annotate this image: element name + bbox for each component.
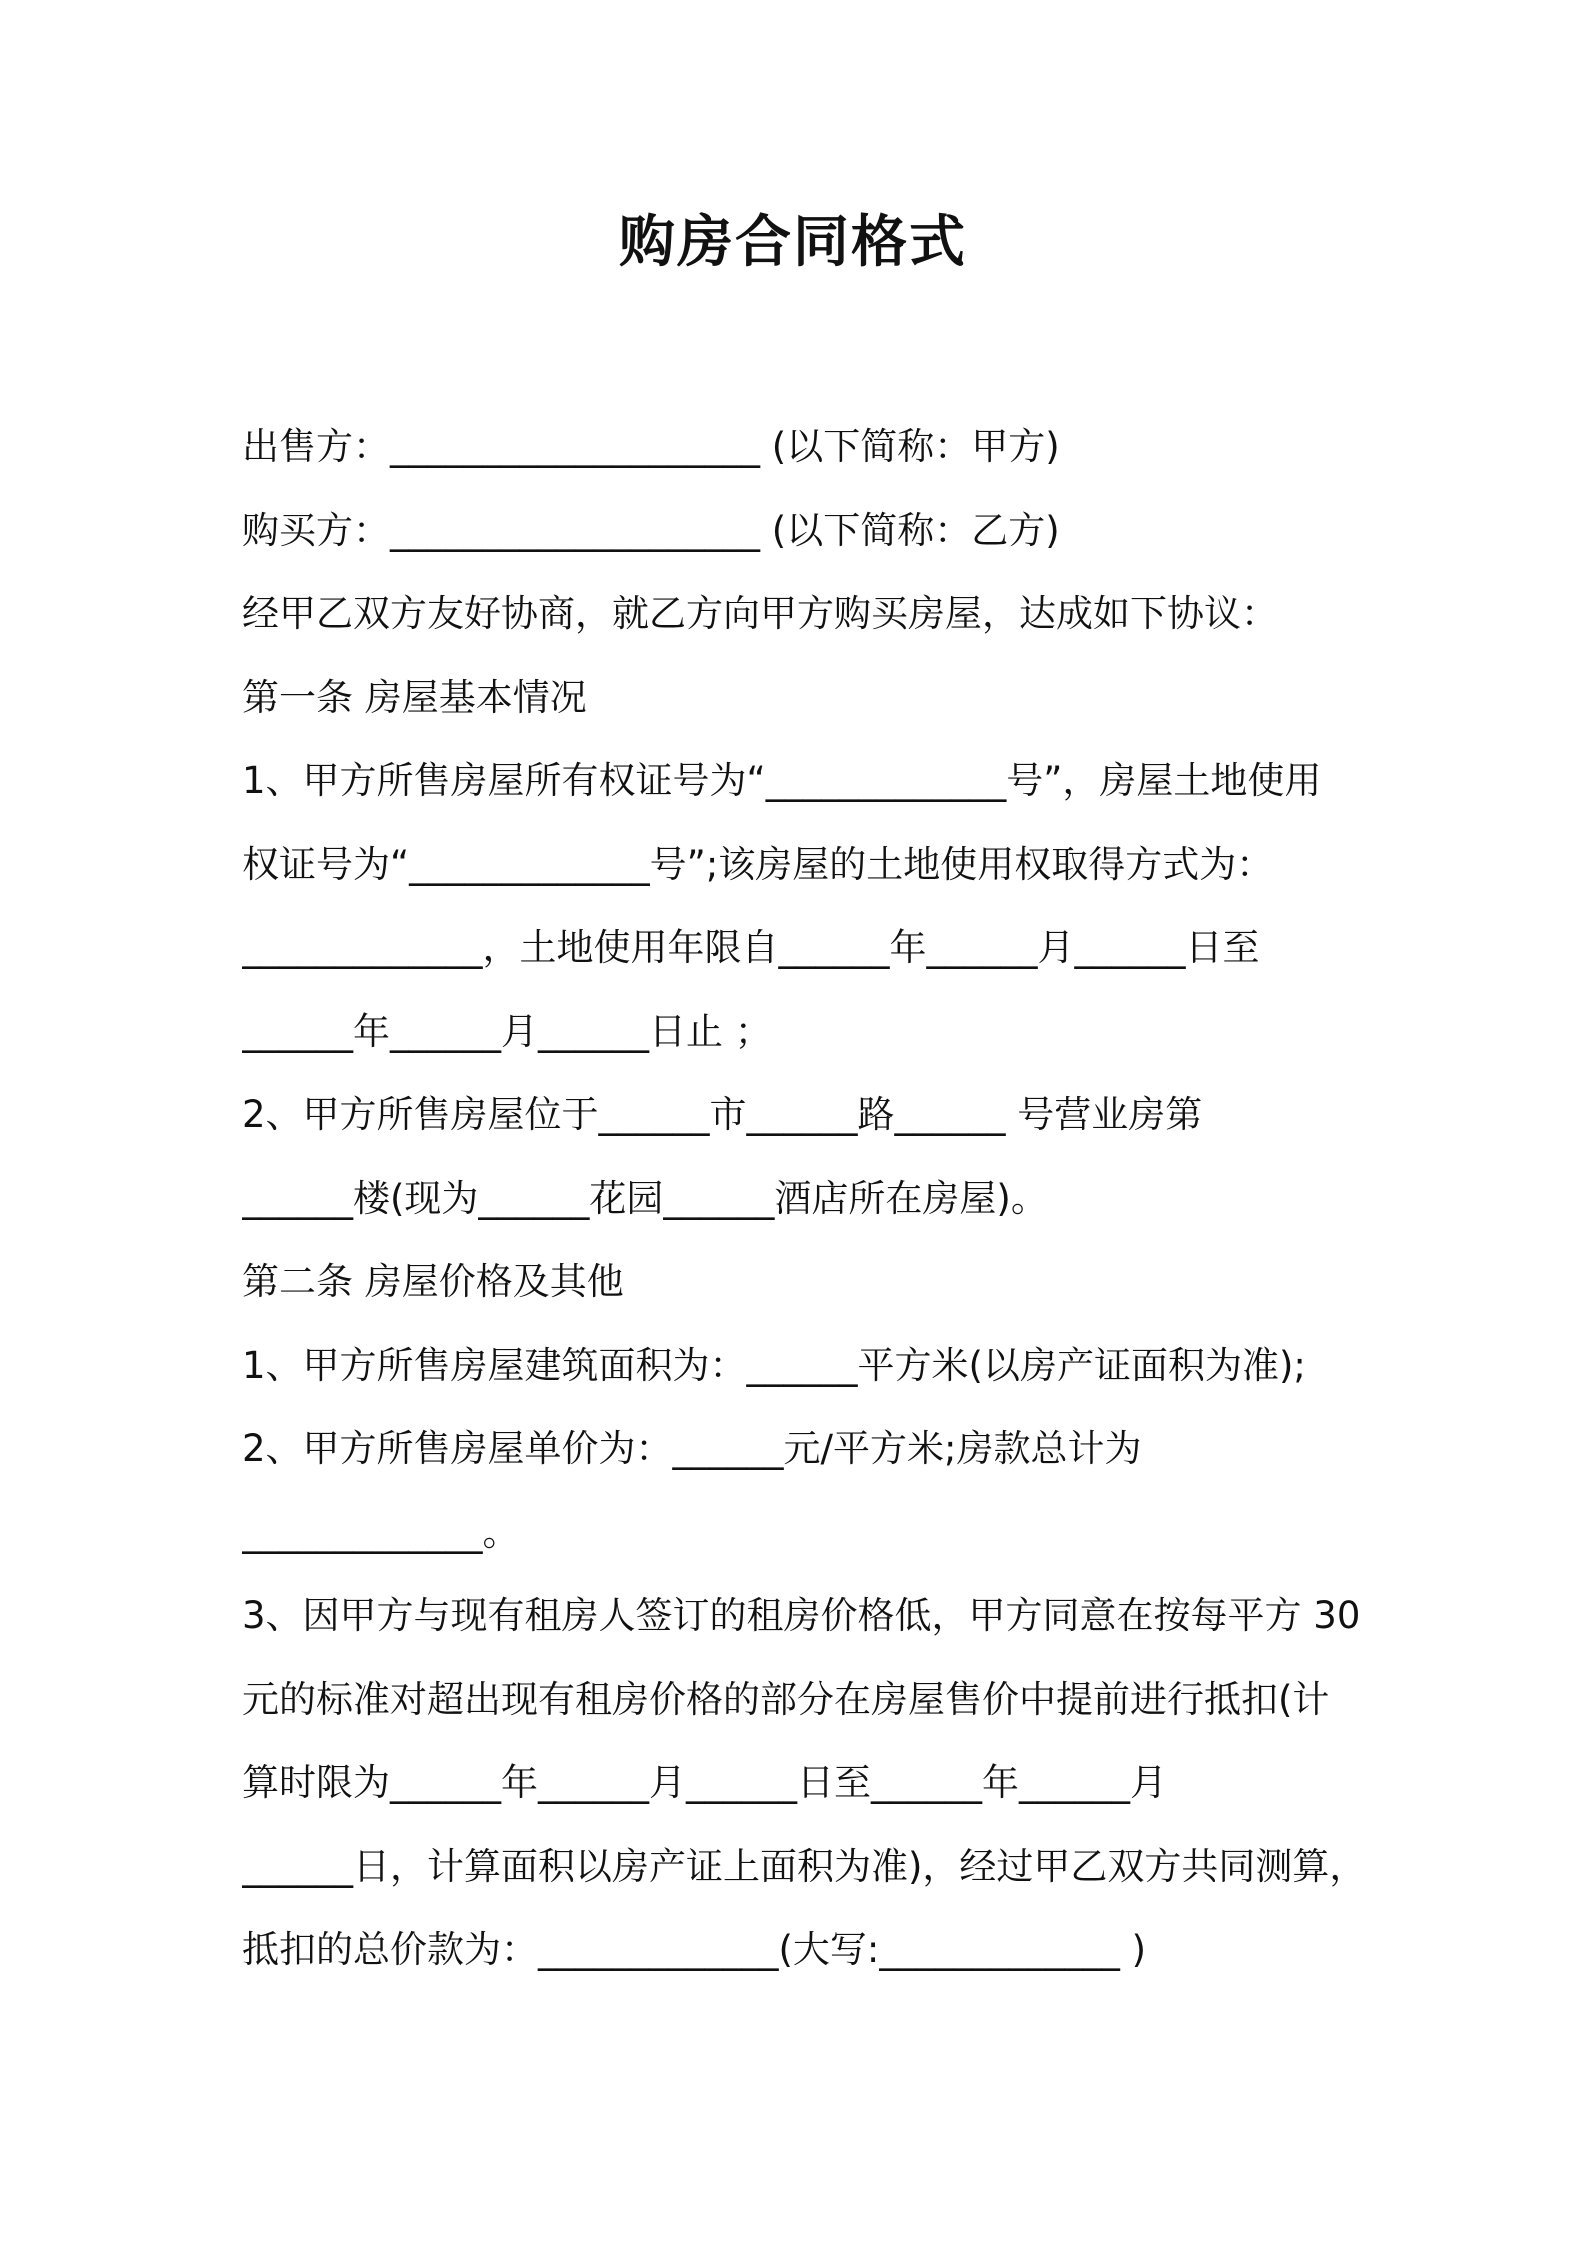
article-2-item-3-cont: ______日，计算面积以房产证上面积为准)，经过甲乙双方共同测算， <box>242 1844 1367 1888</box>
document-title: 购房合同格式 <box>619 210 967 275</box>
article-2-item-3-cont: 抵扣的总价款为：_____________(大写:_____________ ) <box>242 1928 1147 1971</box>
article-2-item-2: 2、甲方所售房屋单价为：______元/平方米;房款总计为 <box>242 1427 1142 1470</box>
buyer-line: 购买方：____________________ (以下简称：乙方) <box>242 508 1060 552</box>
article-1-item-2: 2、甲方所售房屋位于______市______路______ 号营业房第 <box>242 1093 1203 1136</box>
article-1-item-1: 1、甲方所售房屋所有权证号为“_____________号”，房屋土地使用 <box>242 759 1322 802</box>
article-1-item-1-cont: ______年______月______日止 ； <box>242 1009 772 1053</box>
article-2-item-3-cont: 元的标准对超出现有租房价格的部分在房屋售价中提前进行抵扣(计 <box>242 1677 1330 1721</box>
article-1-heading: 第一条 房屋基本情况 <box>242 675 587 719</box>
document-body <box>242 405 1372 1992</box>
article-2-heading: 第二条 房屋价格及其他 <box>242 1260 624 1303</box>
article-1-item-1-cont: 权证号为“_____________号”;该房屋的土地使用权取得方式为： <box>242 842 1274 886</box>
seller-line: 出售方：____________________ (以下简称：甲方) <box>242 425 1060 468</box>
agreement-intro: 经甲乙双方友好协商，就乙方向甲方购买房屋，达成如下协议： <box>242 592 1278 635</box>
article-2-item-3: 3、因甲方与现有租房人签订的租房价格低，甲方同意在按每平方 30 <box>242 1594 1361 1637</box>
article-2-item-1: 1、甲方所售房屋建筑面积为：______平方米(以房产证面积为准); <box>242 1343 1306 1387</box>
article-2-item-3-cont: 算时限为______年______月______日至______年______月 <box>242 1761 1167 1804</box>
article-1-item-1-cont: _____________，土地使用年限自______年______月______日至 <box>242 926 1260 969</box>
article-1-item-2-cont: ______楼(现为______花园______酒店所在房屋)。 <box>242 1176 1048 1220</box>
article-2-item-2-cont: _____________。 <box>242 1510 520 1554</box>
